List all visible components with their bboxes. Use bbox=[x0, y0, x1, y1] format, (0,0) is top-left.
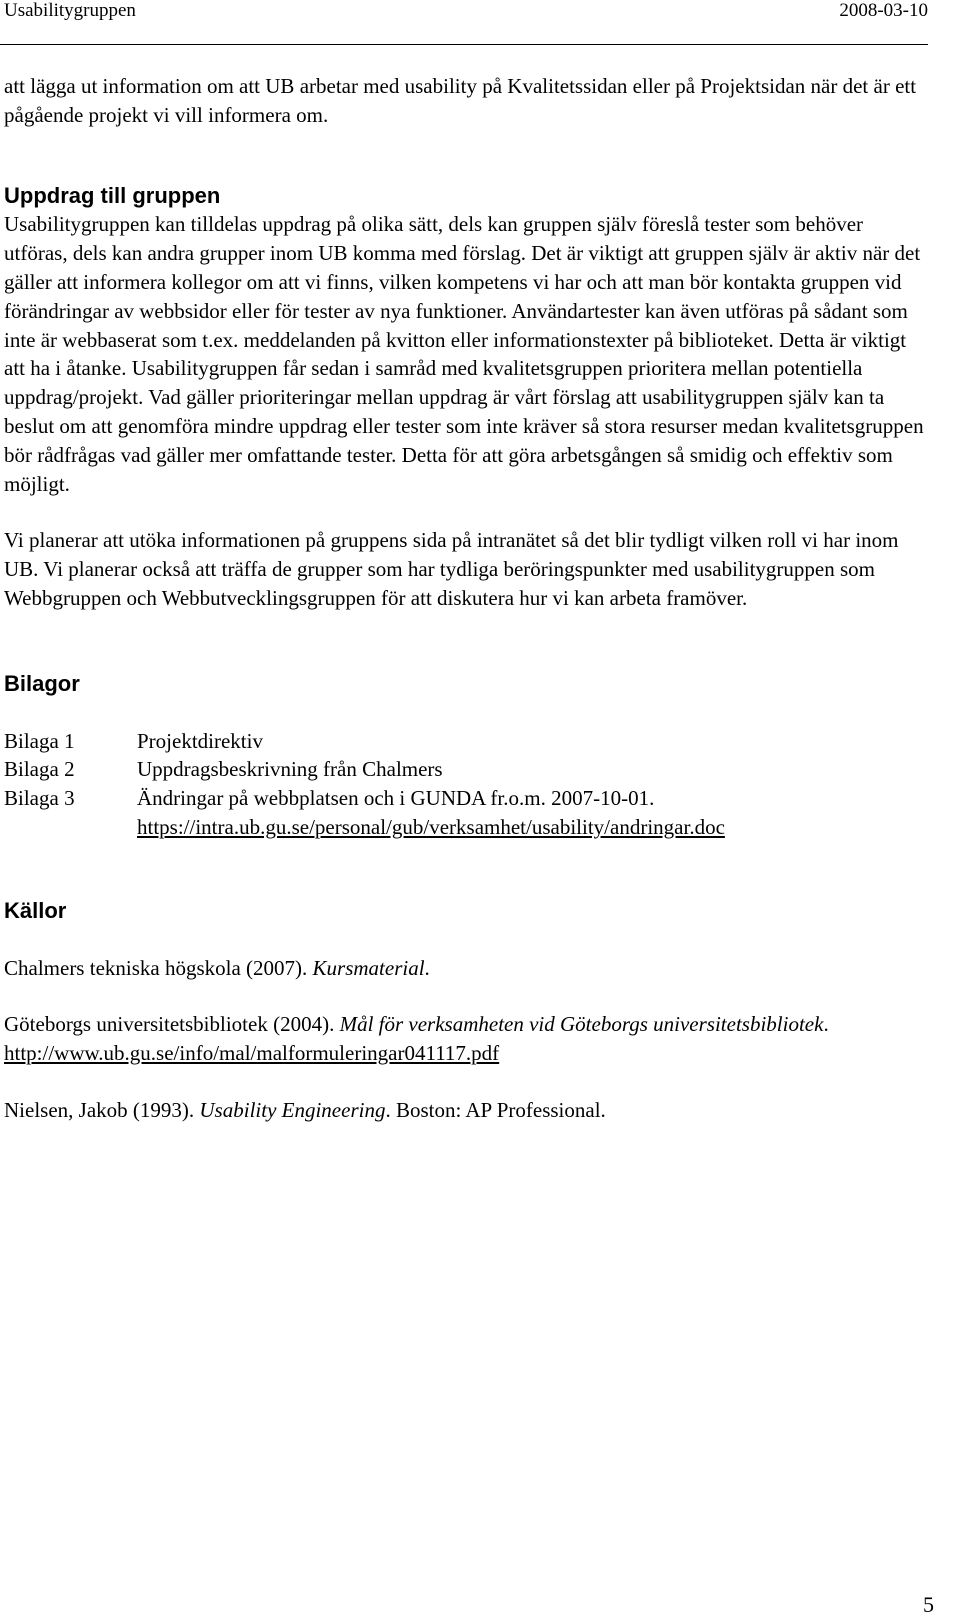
header-divider bbox=[0, 44, 928, 45]
attachment-title: Uppdragsbeskrivning från Chalmers bbox=[137, 757, 443, 782]
reference-rest: . bbox=[823, 1012, 829, 1037]
reference-link[interactable]: http://www.ub.gu.se/info/mal/malformuleringar041117.pdf bbox=[4, 1041, 500, 1066]
reference-item bbox=[4, 1096, 924, 1125]
header-date: 2008-03-10 bbox=[839, 0, 928, 21]
page-header bbox=[4, 0, 928, 46]
header-title: Usabilitygruppen bbox=[4, 0, 136, 21]
reference-author: Chalmers tekniska högskola (2007). bbox=[4, 955, 313, 980]
attachments-list bbox=[4, 727, 924, 842]
reference-author: Göteborgs universitetsbibliotek (2004). bbox=[4, 1012, 340, 1037]
page-number: 5 bbox=[923, 1592, 934, 1617]
reference-title: Kursmaterial bbox=[312, 955, 425, 980]
heading-kallor: Källor bbox=[4, 897, 67, 923]
reference-item bbox=[4, 954, 924, 983]
reference-item bbox=[4, 1010, 924, 1068]
reference-rest: . Boston: AP Professional. bbox=[385, 1097, 606, 1122]
reference-author: Nielsen, Jakob (1993). bbox=[4, 1097, 200, 1122]
heading-bilagor: Bilagor bbox=[4, 670, 80, 696]
attachment-title: Projektdirektiv bbox=[137, 728, 263, 753]
reference-rest: . bbox=[424, 955, 430, 980]
intro-paragraph: att lägga ut information om att UB arbetar med usability på Kvalitetssidan eller på Projektsidan när det är ett pågående projekt vi vill informera om. bbox=[4, 74, 917, 127]
uppdrag-paragraph-2: Vi planerar att utöka informationen på gruppens sida på intranätet så det blir tydligt vilken roll vi har inom UB. Vi planerar också att träffa de grupper som har tydliga beröringspunkter med usabilitygruppen som Webbgruppen och Webbutvecklingsgruppen för att diskutera hur vi kan arbeta framöver. bbox=[4, 528, 899, 610]
attachment-label: Bilaga 2 bbox=[4, 757, 75, 782]
reference-title: Mål för verksamheten vid Göteborgs universitetsbibliotek bbox=[339, 1012, 824, 1037]
uppdrag-paragraph-1: Usabilitygruppen kan tilldelas uppdrag på olika sätt, dels kan gruppen själv föreslå tester som behöver utföras, dels kan andra grupper inom UB komma med förslag. Det är viktigt att gruppen själv är aktiv när det gäller att informera kollegor om att vi finns, vilken kompetens vi har och att man bör kontakta gruppen vid förändringar av webbsidor eller för tester av nya funktioner. Användartester kan även utföras på sådant som inte är webbaserat som t.ex. meddelanden på kvitton eller informationstexter på biblioteket. Detta är viktigt att ha i åtanke. Usabilitygruppen får sedan i samråd med kvalitetsgruppen prioritera mellan potentiella uppdrag/projekt. Vad gäller prioriteringar mellan uppdrag är vårt förslag att usabilitygruppen själv kan ta beslut om att genomföra mindre uppdrag eller tester som inte kräver så stora resurser medan kvalitetsgruppen bör rådfrågas vad gäller mer omfattande tester. Detta för att göra arbetsgången så smidig och effektiv som möjligt. bbox=[4, 212, 924, 496]
reference-title: Usability Engineering bbox=[199, 1097, 386, 1122]
attachment-title: Ändringar på webbplatsen och i GUNDA fr.o.m. 2007-10-01. bbox=[137, 786, 655, 811]
attachment-label: Bilaga 1 bbox=[4, 728, 75, 753]
attachment-link[interactable]: https://intra.ub.gu.se/personal/gub/verksamhet/usability/andringar.doc bbox=[137, 814, 725, 839]
document-body bbox=[4, 72, 924, 1125]
heading-uppdrag: Uppdrag till gruppen bbox=[4, 182, 221, 208]
attachment-label: Bilaga 3 bbox=[4, 786, 75, 811]
